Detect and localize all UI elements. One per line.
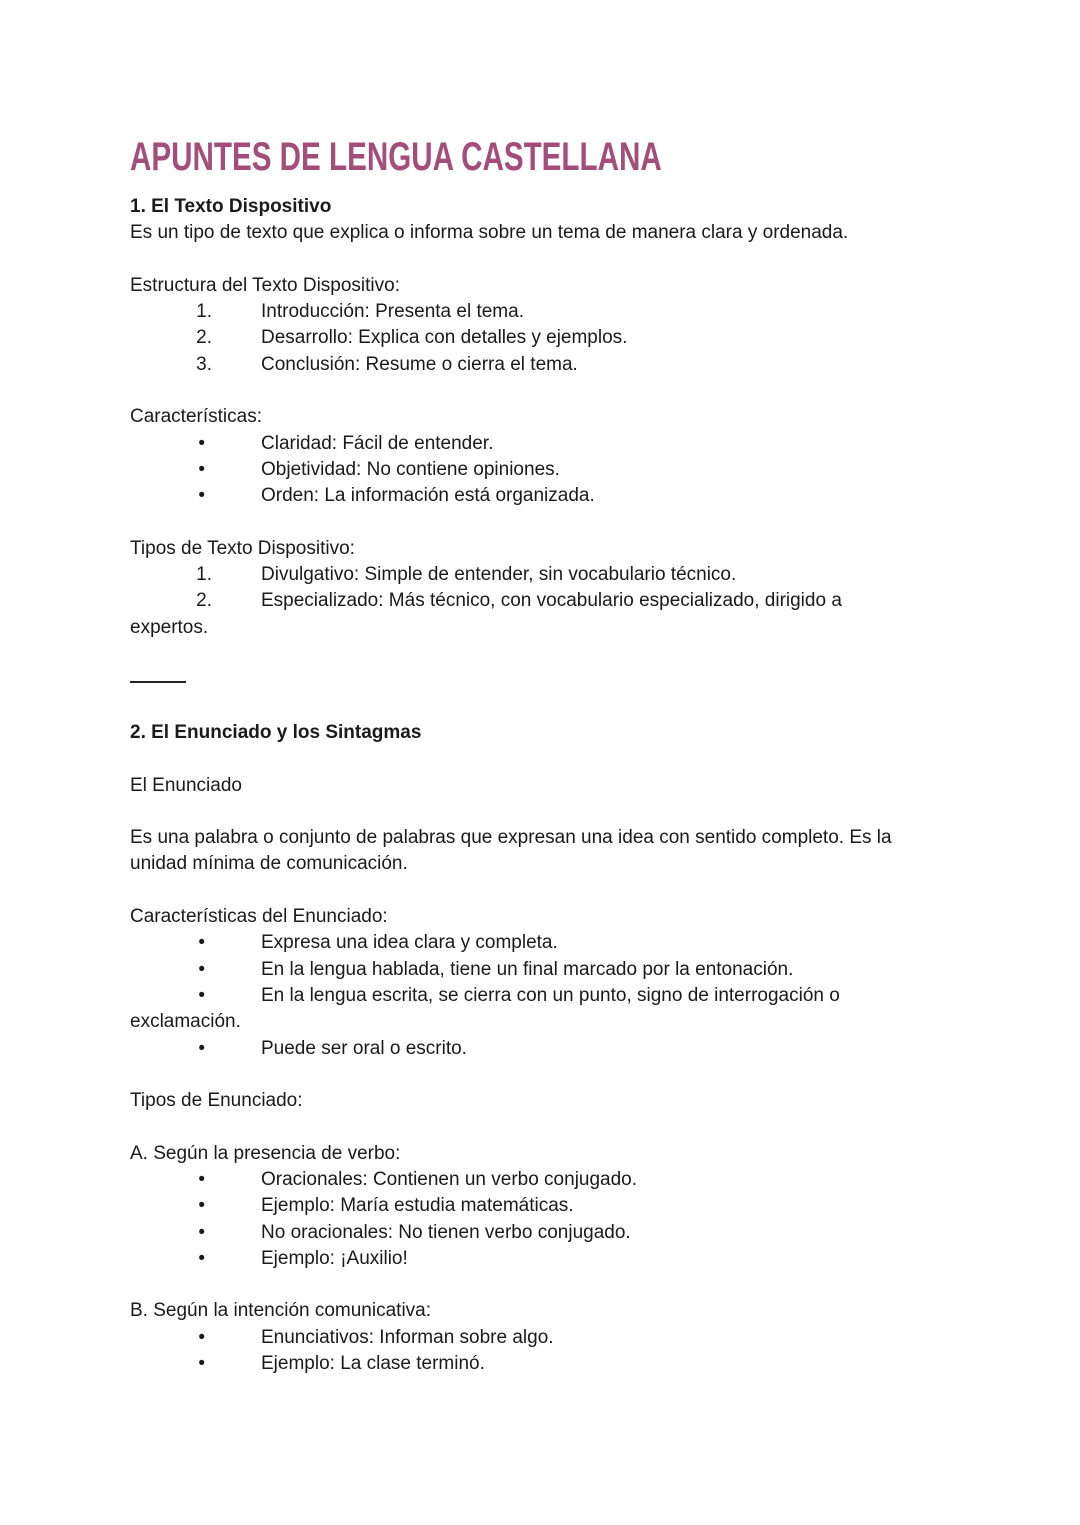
bullet-icon: •: [198, 1037, 205, 1059]
bullet-icon: •: [198, 984, 205, 1006]
blank-line: [130, 378, 950, 404]
paragraph-line: Es un tipo de texto que explica o informa sobre un tema de manera clara y ordenada.: [130, 222, 849, 244]
paragraph-line: Es una palabra o conjunto de palabras que expresan una idea con sentido completo. Es la: [130, 827, 892, 849]
paragraph-line: A. Según la presencia de verbo:: [130, 1142, 401, 1164]
paragraph-line: Características:: [130, 406, 262, 428]
bullet-list-item: [130, 1036, 950, 1062]
bullet-list-item: [130, 983, 950, 1009]
list-item-text: Introducción: Presenta el tema.: [261, 301, 524, 323]
bullet-icon: •: [198, 1168, 205, 1190]
list-number: 2.: [196, 590, 212, 612]
paragraph-line: unidad mínima de comunicación.: [130, 853, 408, 875]
bullet-list-item: [130, 1193, 950, 1219]
paragraph-line: expertos.: [130, 616, 209, 638]
bullet-icon: •: [198, 1353, 205, 1375]
list-item-text: Expresa una idea clara y completa.: [261, 932, 558, 954]
blank-line: [130, 878, 950, 904]
numbered-list-item: [130, 299, 950, 325]
list-number: 1.: [196, 564, 212, 586]
list-item-text: Claridad: Fácil de entender.: [261, 432, 494, 454]
list-item-text: Ejemplo: La clase terminó.: [261, 1353, 485, 1375]
bullet-icon: •: [198, 1247, 205, 1269]
blank-line: [130, 1114, 950, 1140]
bullet-list-item: [130, 483, 950, 509]
list-item-text: No oracionales: No tienen verbo conjugado.: [261, 1221, 631, 1243]
list-item-text: Objetividad: No contiene opiniones.: [261, 458, 560, 480]
section-heading: 1. El Texto Dispositivo: [130, 196, 332, 217]
bullet-list-item: [130, 1220, 950, 1246]
list-item-text: Enunciativos: Informan sobre algo.: [261, 1326, 554, 1348]
bullet-list-item: [130, 457, 950, 483]
numbered-list-item: [130, 352, 950, 378]
list-item-text: Divulgativo: Simple de entender, sin vocabulario técnico.: [261, 564, 737, 586]
paragraph-line: Tipos de Enunciado:: [130, 1090, 303, 1112]
blank-line: [130, 694, 950, 720]
numbered-list-item: [130, 562, 950, 588]
list-number: 1.: [196, 301, 212, 323]
numbered-list-item: [130, 588, 950, 614]
blank-line: [130, 1062, 950, 1088]
list-item-text: Ejemplo: ¡Auxilio!: [261, 1247, 408, 1269]
bullet-icon: •: [198, 1326, 205, 1348]
list-item-text: Oracionales: Contienen un verbo conjugado.: [261, 1168, 638, 1190]
bullet-icon: •: [198, 432, 205, 454]
paragraph-line: Tipos de Texto Dispositivo:: [130, 537, 355, 559]
section-divider: [130, 667, 950, 693]
bullet-list-item: [130, 930, 950, 956]
bullet-icon: •: [198, 485, 205, 507]
paragraph-line: B. Según la intención comunicativa:: [130, 1300, 432, 1322]
document-body: [130, 194, 950, 1377]
section-heading: 2. El Enunciado y los Sintagmas: [130, 721, 422, 743]
paragraph-line: El Enunciado: [130, 774, 242, 796]
document-title: APUNTES DE LENGUA CASTELLANA: [130, 135, 662, 179]
list-item-text: Ejemplo: María estudia matemáticas.: [261, 1195, 574, 1217]
list-number: 3.: [196, 353, 212, 375]
bullet-icon: •: [198, 932, 205, 954]
bullet-icon: •: [198, 458, 205, 480]
bullet-list-item: [130, 431, 950, 457]
list-item-text: Puede ser oral o escrito.: [261, 1037, 467, 1059]
list-item-text: En la lengua escrita, se cierra con un punto, signo de interrogación o: [261, 984, 840, 1006]
bullet-list-item: [130, 1246, 950, 1272]
paragraph-line: Estructura del Texto Dispositivo:: [130, 274, 400, 296]
blank-line: [130, 641, 950, 667]
bullet-list-item: [130, 957, 950, 983]
list-item-text: Desarrollo: Explica con detalles y ejemplos.: [261, 327, 628, 349]
numbered-list-item: [130, 325, 950, 351]
bullet-icon: •: [198, 1195, 205, 1217]
list-number: 2.: [196, 327, 212, 349]
bullet-list-item: [130, 1325, 950, 1351]
blank-line: [130, 510, 950, 536]
list-item-text: Orden: La información está organizada.: [261, 485, 595, 507]
paragraph-line: exclamación.: [130, 1011, 241, 1033]
bullet-list-item: [130, 1351, 950, 1377]
blank-line: [130, 746, 950, 772]
bullet-list-item: [130, 1167, 950, 1193]
list-item-text: En la lengua hablada, tiene un final marcado por la entonación.: [261, 958, 794, 980]
list-item-text: Especializado: Más técnico, con vocabulario especializado, dirigido a: [261, 590, 842, 612]
list-item-text: Conclusión: Resume o cierra el tema.: [261, 353, 578, 375]
bullet-icon: •: [198, 1221, 205, 1243]
blank-line: [130, 1272, 950, 1298]
blank-line: [130, 799, 950, 825]
bullet-icon: •: [198, 958, 205, 980]
blank-line: [130, 247, 950, 273]
paragraph-line: Características del Enunciado:: [130, 906, 388, 928]
